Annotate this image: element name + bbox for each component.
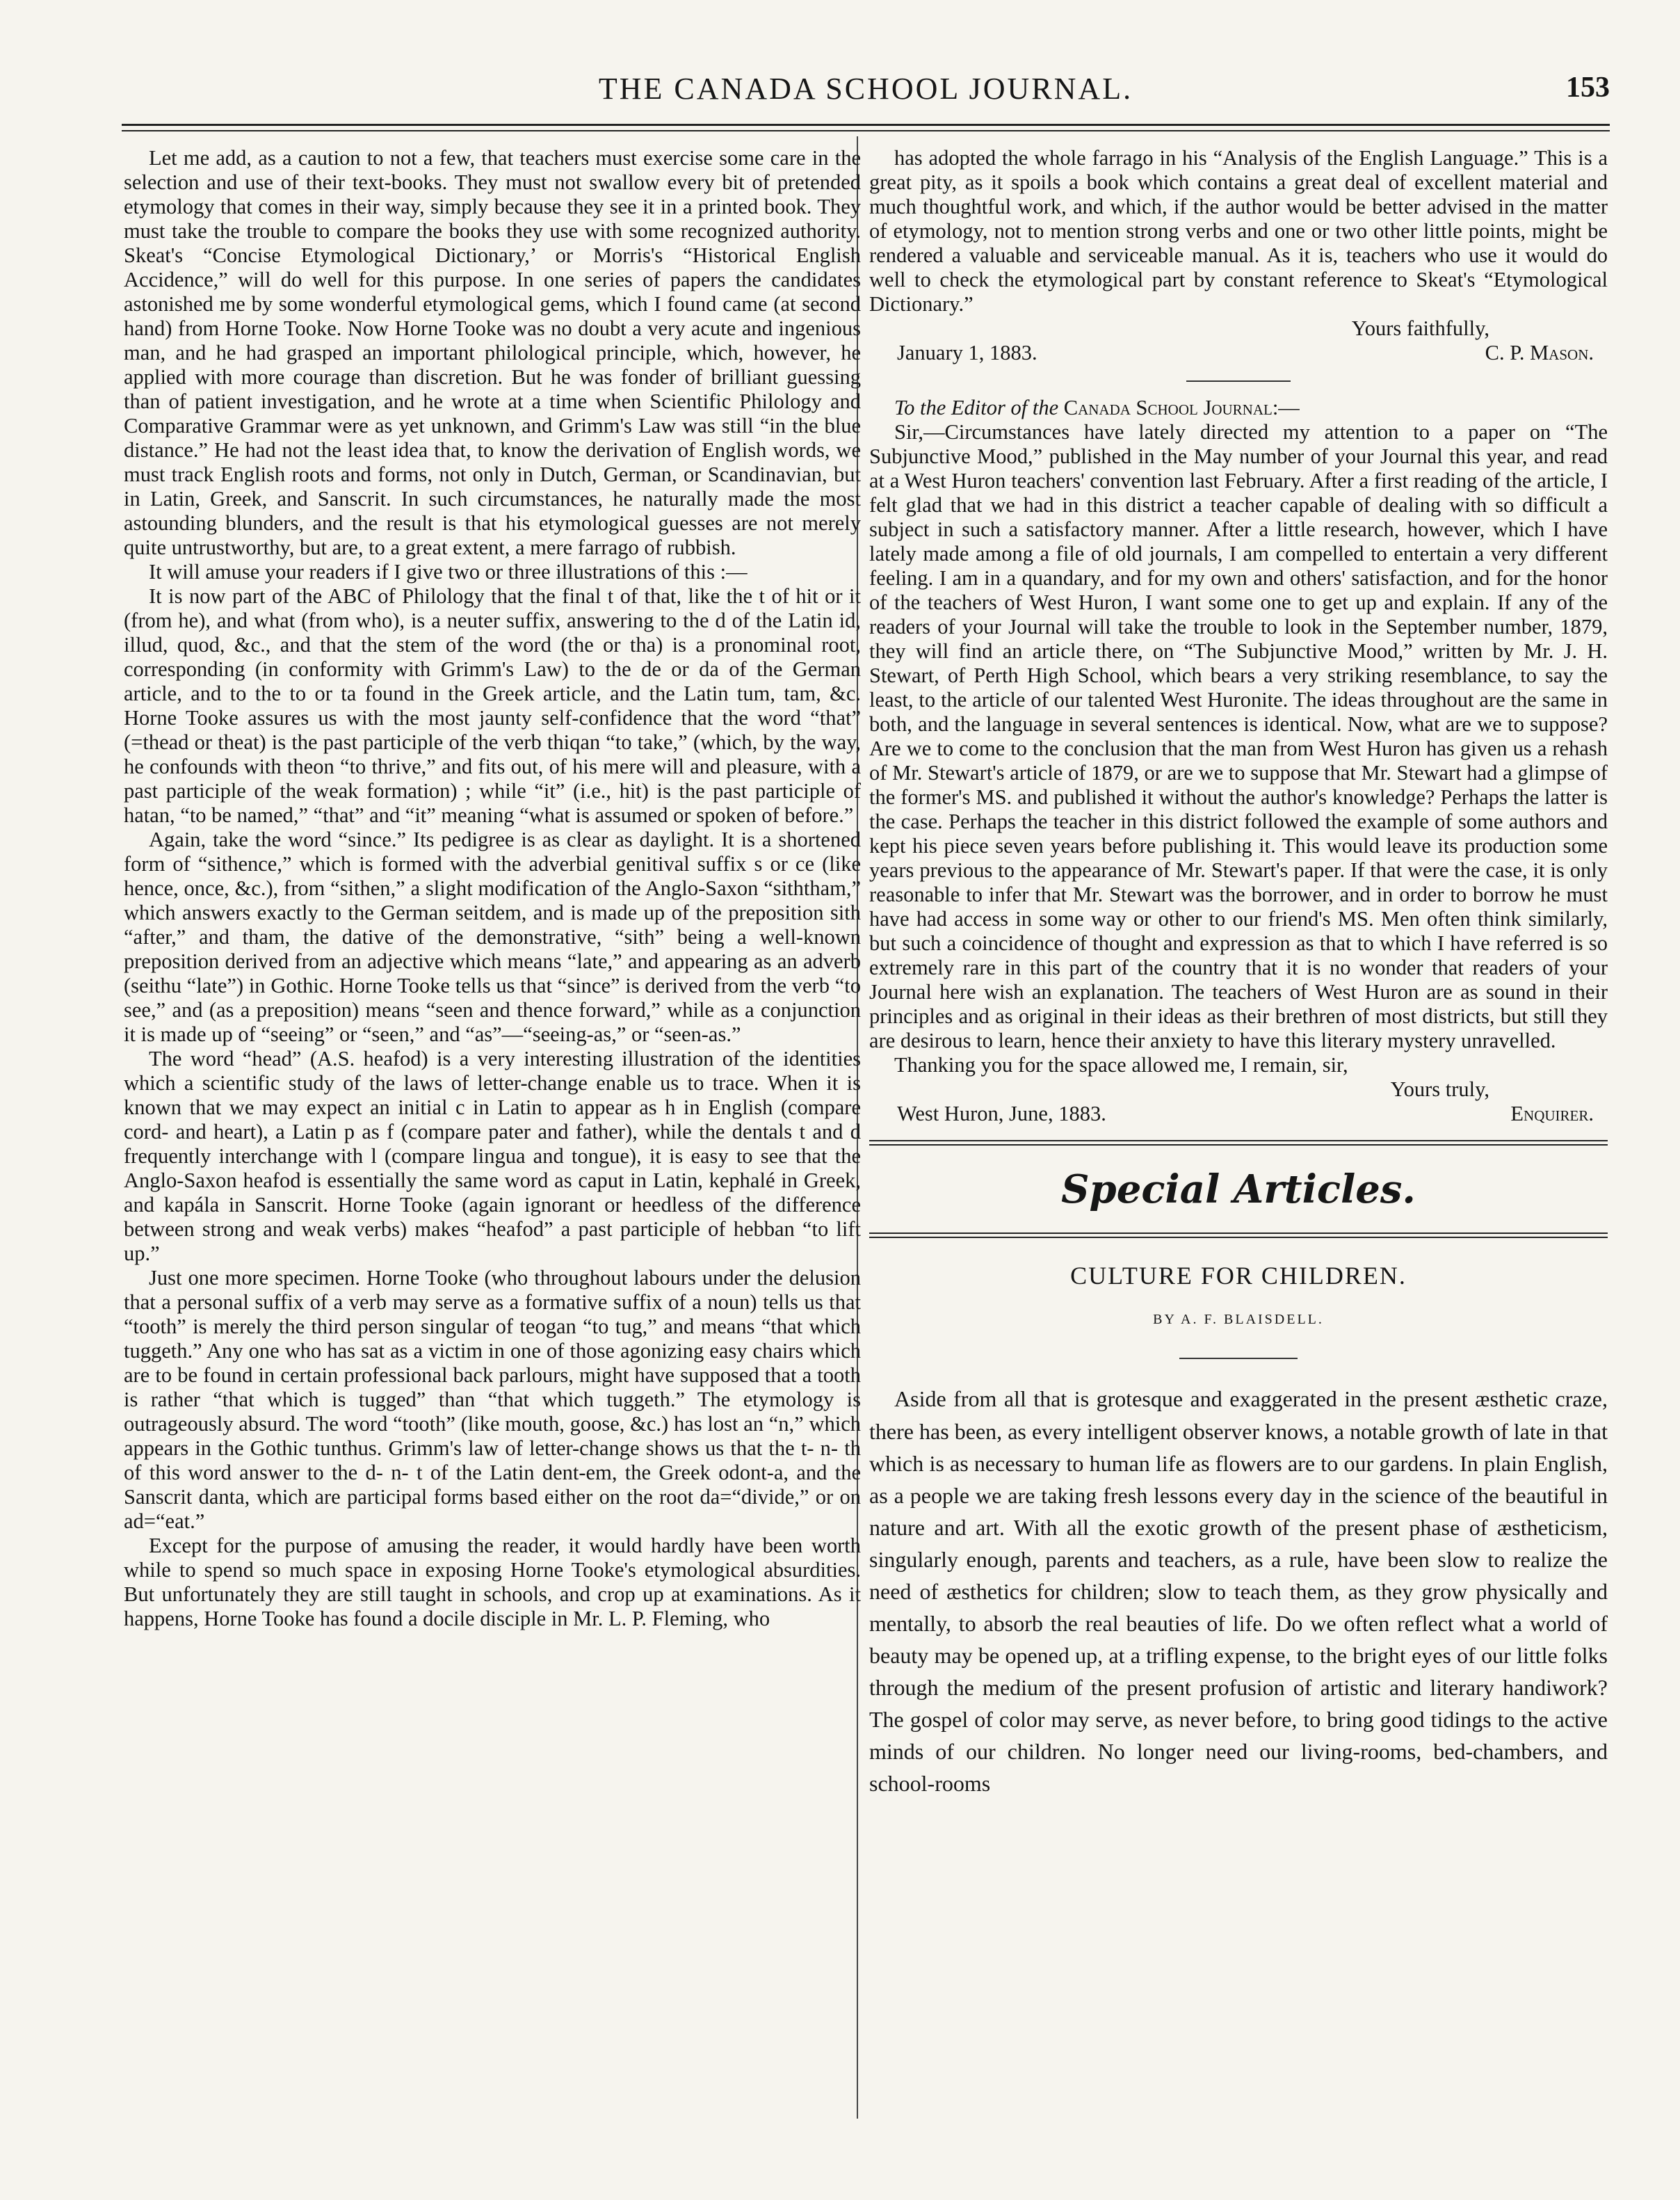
article-title: CULTURE FOR CHILDREN.	[1070, 1262, 1407, 1290]
letter-signoff	[869, 341, 1608, 365]
section-title: Special Articles.	[1061, 1166, 1416, 1212]
letter-continuation: has adopted the whole farrago in his “Analysis of the English Language.” This is a great pity, as it spoils a book which contains a great deal of excellent material and much thoughtful work, and which, if the author would be better advised in the matter of etymology, not to mention strong verbs and one or two other little points, might be rendered a valuable and serviceable manual. As it is, teachers who use it would do well to check the etymological part by constant reference to Skeat's “Etymological Dictionary.”	[869, 146, 1608, 316]
paragraph: The word “head” (A.S. heafod) is a very interesting illustration of the identities which a scientific study of the laws of letter-change enable us to trace. When it is known that we may expect an initial c in Latin to appear as h in English (compare cord- and heart), a Latin p as f (compare pater and father), while the dentals t and d frequently interchange with l (compare lingua and tongue), it is easy to see that the Anglo-Saxon heafod is essentially the same word as caput in Latin, kephalé in Greek, and kapála in Sanscrit. Horne Tooke (again ignorant or heedless of the difference between strong and weak verbs) makes “heafod” a past participle of hebban “to lift up.”	[124, 1047, 861, 1265]
right-column	[869, 146, 1608, 1799]
salutation-suffix: :—	[1272, 396, 1300, 419]
paragraph: Except for the purpose of amusing the reader, it would hardly have been worth while to spend so much space in exposing Horne Tooke's etymological absurdities. But unfortunately they are still taught in schools, and crop up at examinations. As it happens, Horne Tooke has found a docile disciple in Mr. L. P. Fleming, who	[124, 1534, 861, 1630]
paragraph: Let me add, as a caution to not a few, that teachers must exercise some care in the selection and use of their text-books. They must not swallow every bit of pretended etymology that comes in their way, simply because they see it in a printed book. They must take the trouble to compare the books they use with some recognized authority. Skeat's “Concise Etymological Dictionary,’ or Morris's “Historical English Accidence,” will do well for this purpose. In one series of papers the candidates astonished me by some wonderful etymological gems, which I found came (at second hand) from Horne Tooke. Now Horne Tooke was no doubt a very acute and ingenious man, and he had grasped an important philological principle, which, however, he applied with more courage than discretion. But he was fonder of brilliant guessing than of patient investigation, and he wrote at a time when Scientific Philology and Comparative Grammar were as yet unknown, and Grimm's Law was still “in the blue distance.” He had not the least idea that, to know the derivation of English words, we must track English roots and forms, not only in Dutch, German, or Scandinavian, but in Latin, Greek, and Sanscrit. In such circumstances, he naturally made the most astounding blunders, and the result is that his etymological guesses are not merely quite untrustworthy, but are, to a great extent, a mere farrago of rubbish.	[124, 146, 861, 559]
letter-closing: Yours truly,	[1390, 1077, 1489, 1101]
left-column	[124, 146, 861, 1631]
section-rule	[869, 1140, 1608, 1146]
letter-date: January 1, 1883.	[897, 341, 1037, 364]
journal-title: THE CANADA SCHOOL JOURNAL.	[598, 72, 1133, 106]
letter-closing: Yours faithfully,	[1351, 316, 1489, 340]
paragraph: It is now part of the ABC of Philology that the final t of that, like the t of hit or it (from he), and what (from who), is a neuter suffix, answering to the d of the Latin id, illud, quod, &c., and that the stem of the word (the or tha) is a pronominal root, corresponding (in conformity with Grimm's Law) to the de or da of the German article, and to the to or ta found in the Greek article, and the Latin tum, tam, &c. Horne Tooke assures us with the most jaunty self-confidence that the word “that” (=thead or theat) is the past participle of the verb thiqan “to take,” (which, by the way, he confounds with theon “to thrive,” and fits out, of his mere will and pleasure, with a past participle of the weak formation) ; while “it” (i.e., hit) is the past participle of hatan, “to be named,” “that” and “it” meaning “what is assumed or spoken of before.”	[124, 584, 861, 827]
letter-body: Sir,—Circumstances have lately directed my attention to a paper on “The Subjunctive Mood,” published in the May number of your Journal this year, and read at a West Huron teachers' convention last February. After a first reading of the article, I felt glad that we had in this district a teacher capable of dealing with so difficult a subject in such a satisfactory manner. After a little research, however, which I have lately made among a file of old journals, I am compelled to entertain a very different feeling. I am in a quandary, and for my own and others' satisfaction, and for the honor of the teachers of West Huron, I want some one to get up and explain. If any of the readers of your Journal will take the trouble to look in the September number, 1879, they will find an article there, on “The Subjunctive Mood,” written by Mr. J. H. Stewart, of Perth High School, which bears a very striking resemblance, to say the least, to the article of our talented West Huronite. The ideas throughout are the same in both, and the language in several sentences is identical. Now, what are we to suppose? Are we to come to the conclusion that the man from West Huron has given us a rehash of Mr. Stewart's article of 1879, or are we to suppose that Mr. Stewart had a glimpse of the former's MS. and published it without the author's knowledge? Perhaps the latter is the case. Perhaps the teacher in this district followed the example of some authors and kept his piece seven years before publishing it. This would leave its production some years previous to the appearance of Mr. Stewart's paper. If that were the case, it is only reasonable to infer that Mr. Stewart was the borrower, and in order to borrow he must have had access in some way or other to our friend's MS. Men often think similarly, but such a coincidence of thought and expression as that to which I have referred is so extremely rare in this part of the country that it is no wonder that readers of your Journal here wish an explanation. The teachers of West Huron are as sound in their principles and as original in their ideas as their brethren of most districts, but still they are desirous to learn, hence their anxiety to have this literary mystery unravelled.	[869, 420, 1608, 1052]
letter-signature: Enquirer.	[1510, 1102, 1594, 1125]
salutation-journal: Canada School Journal	[1063, 396, 1273, 419]
letter-signature: C. P. Mason.	[1485, 341, 1594, 364]
page-number: 153	[1566, 72, 1610, 104]
letter-signoff	[869, 1102, 1608, 1126]
letter-salutation	[869, 396, 1608, 420]
divider-rule	[1186, 380, 1291, 382]
article-rule	[1179, 1358, 1298, 1359]
letter-thanks: Thanking you for the space allowed me, I remain, sir,	[894, 1053, 1348, 1077]
paragraph: Just one more specimen. Horne Tooke (who throughout labours under the delusion that a personal suffix of a verb may serve as a formative suffix of a noun) tells us that “tooth” is merely the third person singular of teogan “to tug,” and means “that which tuggeth.” Any one who has sat as a victim in one of those agonizing easy chairs which are to be found in certain professional back parlours, might have supposed that a tooth is rather “that which is tugged” than “that which tuggeth.” The etymology is outrageously absurd. The word “tooth” (like mouth, goose, &c.) has lost an “n,” which appears in the Gothic tunthus. Grimm's law of letter-change shows us that the t- n- th of this word answer to the d- n- t of the Latin dent-em, the Greek odont-a, and the Sanscrit danta, which are participal forms based either on the root da=“divide,” or on ad=“eat.”	[124, 1266, 861, 1533]
paragraph: Aside from all that is grotesque and exaggerated in the present æsthetic craze, there has been, as every intelligent observer knows, a notable growth of late in that which is as necessary to human life as flowers are to our gardens. In plain English, as a people we are taking fresh lessons every day in the science of the beautiful in nature and art. With all the exotic growth of the present phase of æstheticism, singularly enough, parents and teachers, as a rule, have been slow to realize the need of æsthetics for children; slow to teach them, as they grow physically and mentally, to absorb the real beauties of life. Do we often reflect what a world of beauty may be opened up, at a trifling expense, to the bright eyes of our little folks through the medium of the present profusion of artistic and literary handiwork? The gospel of color may serve, as never before, to bring good tidings to the active minds of our children. No longer need our living-rooms, bed-chambers, and school-rooms	[869, 1386, 1608, 1797]
article-byline: BY A. F. BLAISDELL.	[1153, 1311, 1324, 1327]
page-header	[122, 68, 1610, 117]
header-rule	[122, 124, 1610, 131]
section-rule	[869, 1233, 1608, 1238]
paragraph: Again, take the word “since.” Its pedigree is as clear as daylight. It is a shortened form of “sithence,” which is formed with the adverbial genitival suffix s or ce (like hence, once, &c.), from “sithen,” a slight modification of the Anglo-Saxon “siththam,” which answers exactly to the German seitdem, and is made up of the preposition sith “after,” and tham, the dative of the demonstrative, “sith” being a well-known preposition derived from an adjective which means “late,” and appearing as an adverb (seithu “late”) in Gothic. Horne Tooke tells us that “since” is derived from the verb “to see,” and (as a preposition) means “seen and thence forward,” while as a conjunction it is made up of “seeing” or “seen,” and “as”—“seeing-as,” or “seen-as.”	[124, 828, 861, 1046]
article-body	[869, 1383, 1608, 1799]
salutation-prefix: To the Editor of the	[894, 396, 1059, 419]
paragraph: It will amuse your readers if I give two or three illustrations of this :—	[149, 560, 748, 584]
letter-place-date: West Huron, June, 1883.	[897, 1102, 1106, 1125]
